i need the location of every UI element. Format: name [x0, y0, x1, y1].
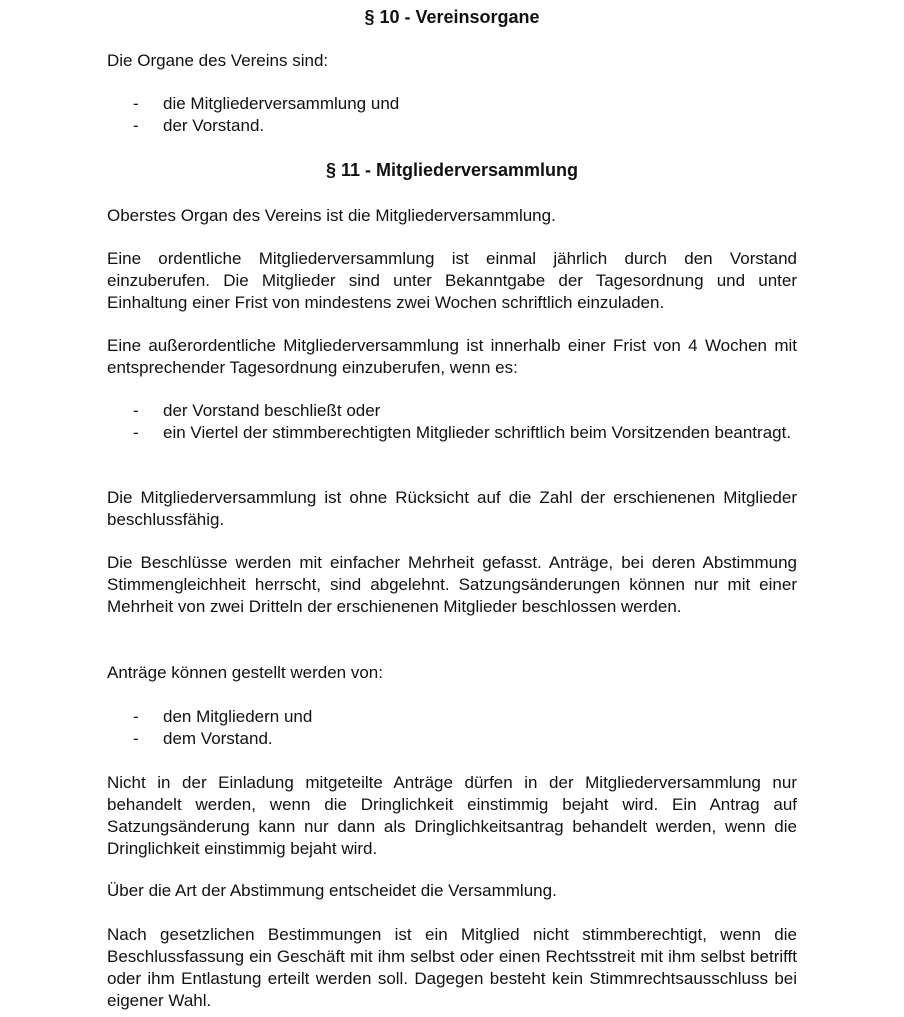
dash-bullet: - — [133, 116, 139, 135]
paragraph-beschlussfaehigkeit: Die Mitgliederversammlung ist ohne Rücksicht auf die Zahl der erschienenen Mitglieder beschlussfähig. — [107, 488, 797, 529]
dash-bullet: - — [133, 423, 139, 442]
paragraph-abstimmungsart: Über die Art der Abstimmung entscheidet die Versammlung. — [107, 881, 557, 900]
section-10-organ-list — [107, 93, 797, 137]
section-11-heading: § 11 - Mitgliederversammlung — [325, 160, 579, 180]
list-item: - ein Viertel der stimmberechtigten Mitglieder schriftlich beim Vorsitzenden beantragt. — [133, 423, 792, 442]
paragraph-dringlichkeit: Nicht in der Einladung mitgeteilte Anträge dürfen in der Mitgliederversammlung nur behandelt werden, wenn die Dringlichkeit einstimmig bejaht wird. Ein Antrag auf Satzungsänderung kann nur dann als Dringlichkeitsantrag behandelt werden, wenn die Dringlichkeit einstimmig bejaht wird. — [107, 773, 797, 858]
paragraph-ausserordentliche-versammlung: Eine außerordentliche Mitgliederversammlung ist innerhalb einer Frist von 4 Wochen mit entsprechender Tagesordnung einzuberufen, wenn es: — [107, 336, 797, 377]
paragraph-oberstes-organ: Oberstes Organ des Vereins ist die Mitgliederversammlung. — [107, 206, 556, 225]
list-item: - die Mitgliederversammlung und — [133, 94, 400, 113]
list-item: - dem Vorstand. — [133, 729, 273, 748]
list-item: - der Vorstand. — [133, 116, 265, 135]
einberufung-conditions-list — [107, 400, 797, 444]
dash-bullet: - — [133, 401, 139, 420]
list-item: - den Mitgliedern und — [133, 707, 313, 726]
dash-bullet: - — [133, 94, 139, 113]
paragraph-stimmrecht: Nach gesetzlichen Bestimmungen ist ein Mitglied nicht stimmberechtigt, wenn die Beschlussfassung ein Geschäft mit ihm selbst oder einen Rechtsstreit mit ihm selbst betrifft oder ihm Entlastung erteilt werden soll. Dagegen besteht kein Stimmrechtsausschluss bei eigener Wahl. — [107, 925, 797, 1010]
section-10-intro: Die Organe des Vereins sind: — [107, 51, 329, 70]
section-10-heading: § 10 - Vereinsorgane — [364, 7, 540, 27]
paragraph-ordentliche-versammlung: Eine ordentliche Mitgliederversammlung ist einmal jährlich durch den Vorstand einzuberufen. Die Mitglieder sind unter Bekanntgabe der Tagesordnung und unter Einhaltung einer Frist von mindestens zwei Wochen schriftlich einzuladen. — [107, 249, 797, 312]
list-item: - der Vorstand beschließt oder — [133, 401, 381, 420]
paragraph-beschluesse: Die Beschlüsse werden mit einfacher Mehrheit gefasst. Anträge, bei deren Abstimmung Stimmengleichheit herrscht, sind abgelehnt. Satzungsänderungen können nur mit einer Mehrheit von zwei Dritteln der erschienenen Mitglieder beschlossen werden. — [107, 553, 797, 616]
antragsteller-list — [107, 706, 797, 750]
dash-bullet: - — [133, 707, 139, 726]
paragraph-antraege-intro: Anträge können gestellt werden von: — [107, 663, 383, 682]
dash-bullet: - — [133, 729, 139, 748]
